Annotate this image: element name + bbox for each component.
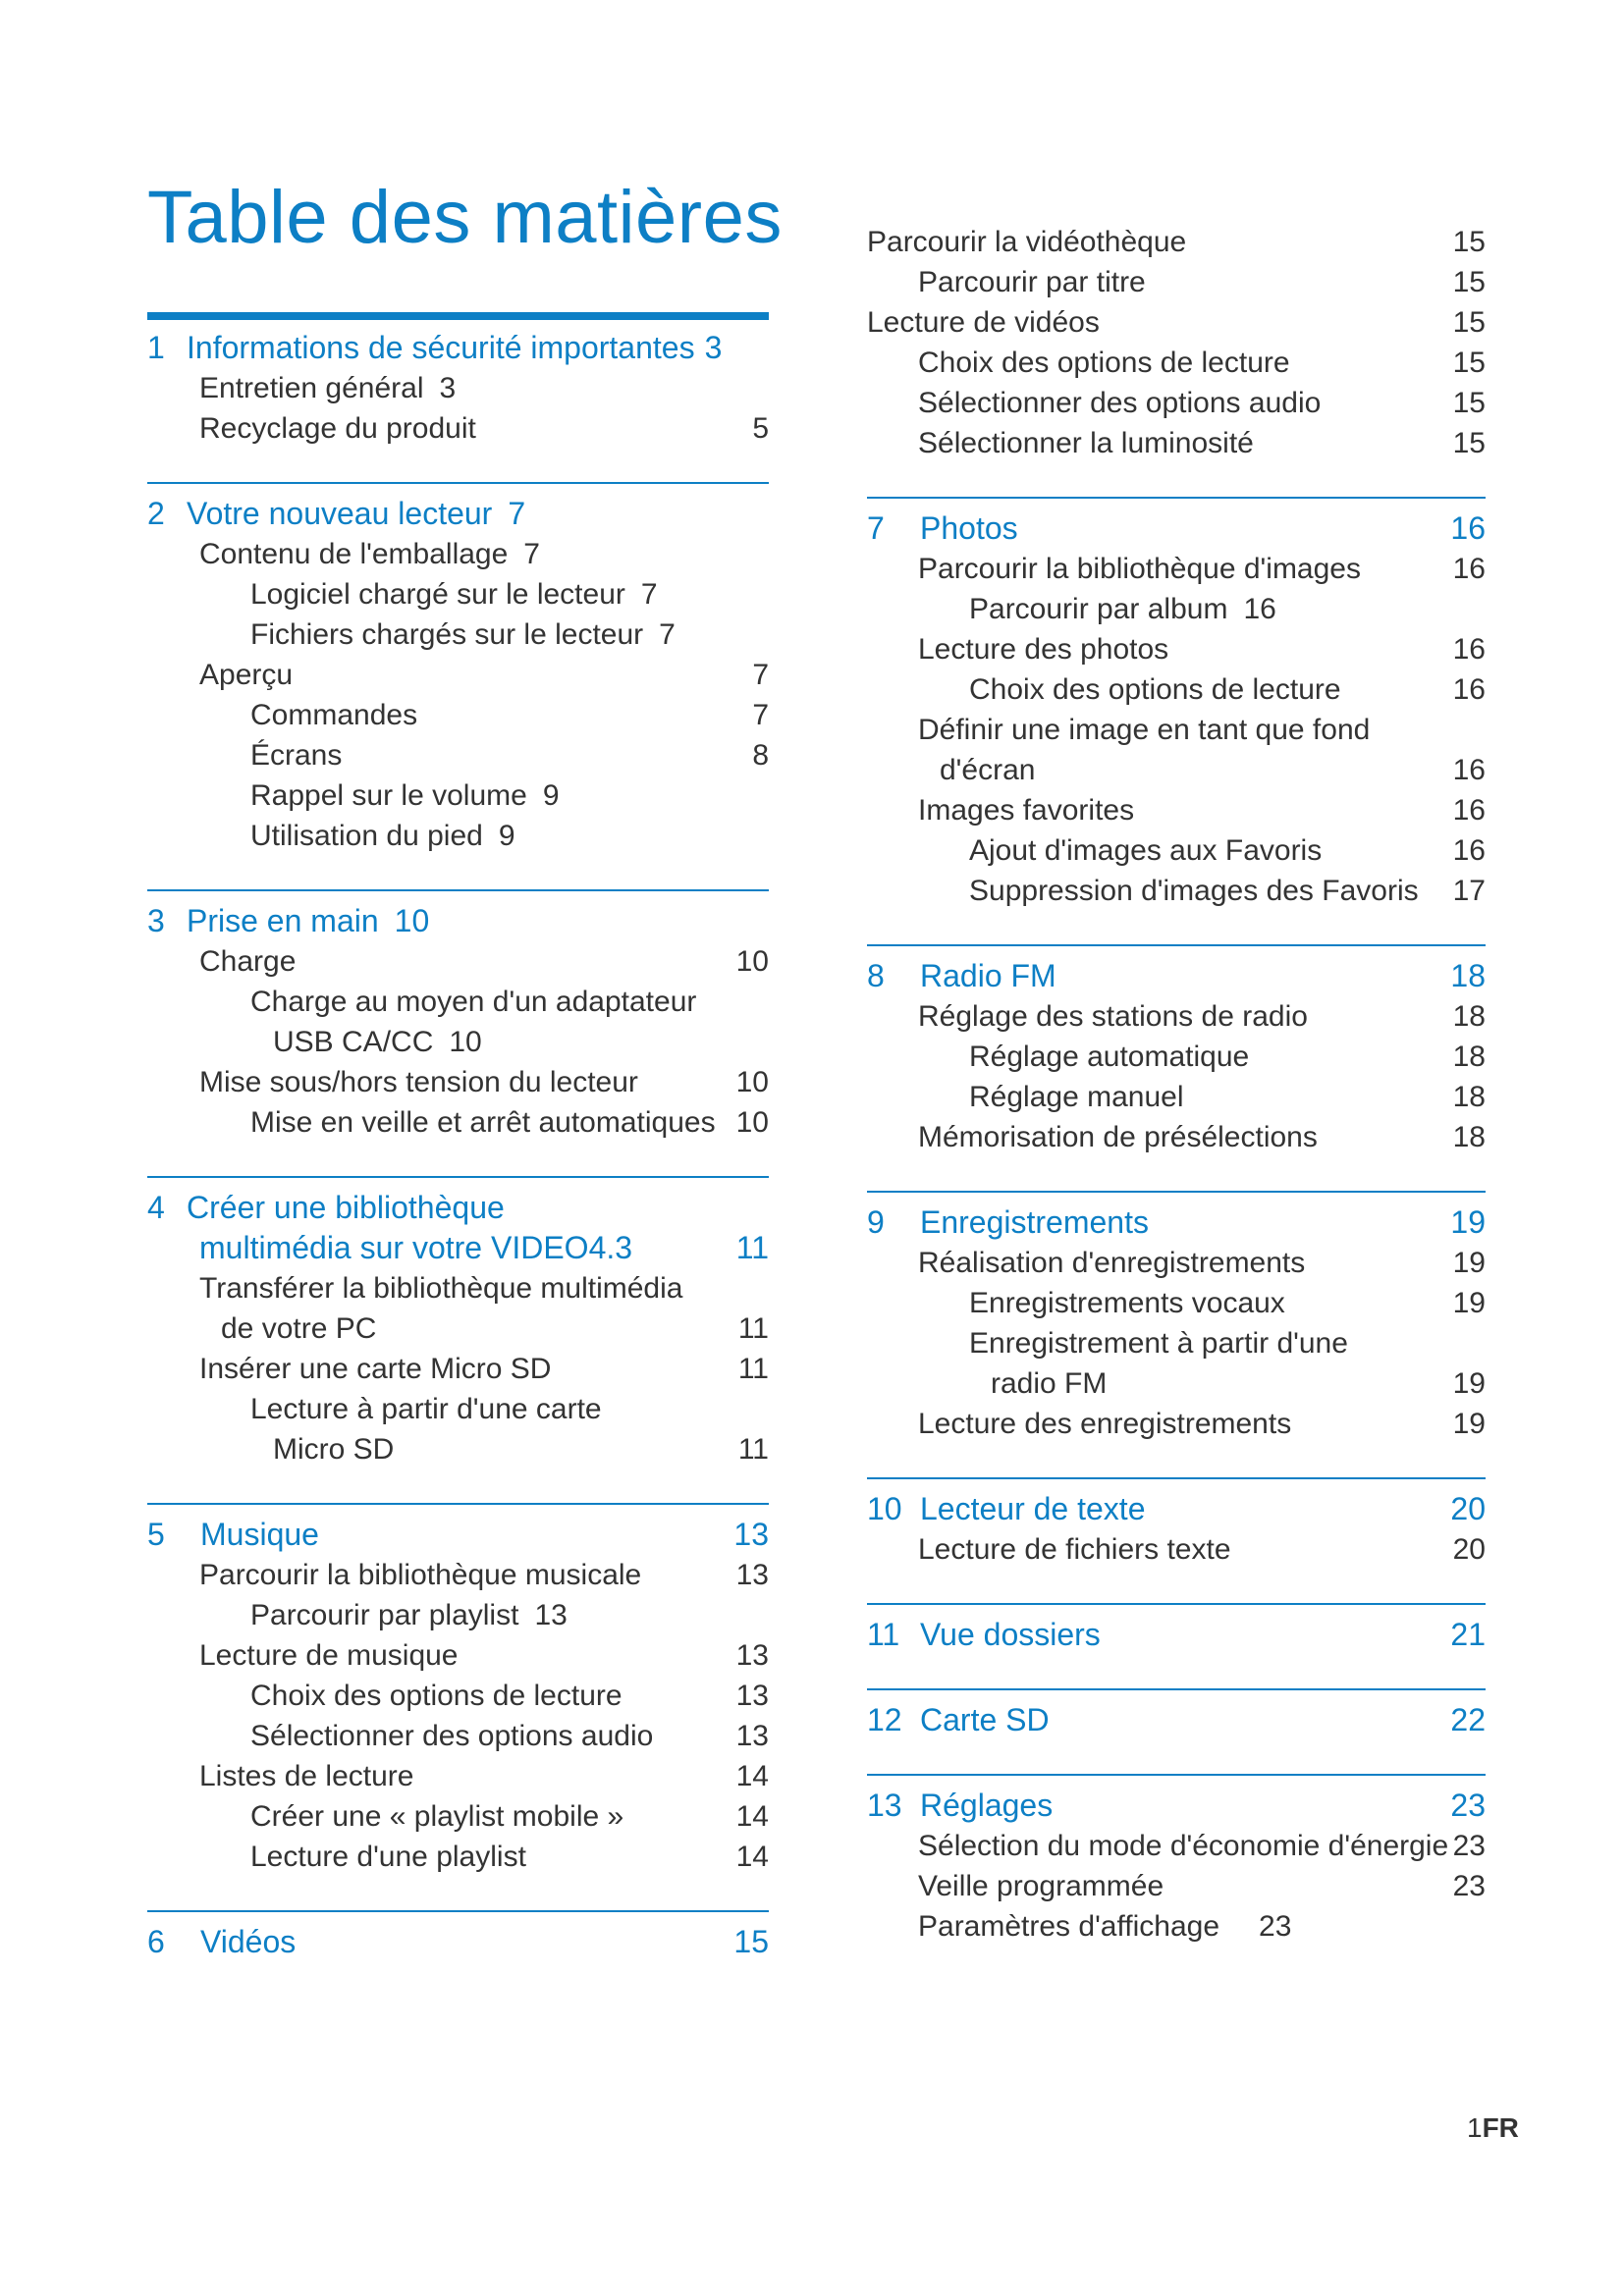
entry-title: Charge bbox=[199, 945, 297, 978]
toc-chapter-heading[interactable] bbox=[147, 494, 769, 534]
entry-title: Parcourir par titre bbox=[918, 266, 1146, 298]
chapter-title: Prise en main bbox=[187, 903, 379, 938]
entry-title: Enregistrement à partir d'une bbox=[969, 1327, 1348, 1360]
entry-page: 15 bbox=[1452, 427, 1486, 459]
entry-page: 7 bbox=[523, 538, 540, 570]
entry-page: 11 bbox=[737, 1353, 769, 1385]
entry-page: 23 bbox=[1452, 1830, 1486, 1862]
entry-page: 7 bbox=[752, 659, 769, 691]
toc-entry[interactable] bbox=[147, 1756, 769, 1796]
chapter-title: Vidéos bbox=[200, 1924, 297, 1959]
entry-page: 18 bbox=[1452, 1041, 1486, 1073]
entry-title: Transférer la bibliothèque multimédia bbox=[199, 1272, 683, 1305]
language-code: FR bbox=[1482, 2112, 1519, 2143]
toc-chapter-heading[interactable] bbox=[867, 1786, 1486, 1826]
toc-section-12 bbox=[867, 1688, 1486, 1740]
toc-entry[interactable] bbox=[867, 1323, 1486, 1363]
entry-page: 19 bbox=[1452, 1367, 1486, 1400]
entry-page: 18 bbox=[1452, 1081, 1486, 1113]
entry-title: Réglage manuel bbox=[969, 1081, 1184, 1113]
toc-entry[interactable] bbox=[147, 775, 769, 816]
entry-page: 3 bbox=[439, 372, 457, 404]
chapter-page: 11 bbox=[735, 1230, 769, 1265]
toc-right-column bbox=[867, 0, 1486, 1947]
entry-page: 23 bbox=[1452, 1870, 1486, 1902]
toc-entry[interactable] bbox=[147, 1796, 769, 1837]
entry-title: Mémorisation de présélections bbox=[918, 1121, 1318, 1153]
chapter-title: Créer une bibliothèque bbox=[187, 1190, 505, 1225]
toc-entry[interactable] bbox=[147, 1635, 769, 1676]
toc-section-7 bbox=[867, 497, 1486, 911]
chapter-number: 7 bbox=[867, 510, 885, 546]
toc-entry[interactable] bbox=[867, 996, 1486, 1037]
toc-entry-continuation[interactable] bbox=[147, 1429, 769, 1469]
entry-title: Mise sous/hors tension du lecteur bbox=[199, 1066, 638, 1098]
section-divider bbox=[147, 482, 769, 484]
entry-page: 10 bbox=[449, 1026, 482, 1058]
chapter-number: 5 bbox=[147, 1517, 165, 1552]
toc-chapter-heading[interactable] bbox=[867, 1202, 1486, 1243]
chapter-number: 6 bbox=[147, 1924, 165, 1959]
toc-entry[interactable] bbox=[147, 1062, 769, 1102]
entry-title: Réglage des stations de radio bbox=[918, 1000, 1308, 1033]
chapter-title-continued: multimédia sur votre VIDEO4.3 bbox=[199, 1230, 633, 1265]
entry-page: 20 bbox=[1452, 1533, 1486, 1566]
entry-page: 10 bbox=[735, 1106, 769, 1139]
chapter-title: Vue dossiers bbox=[920, 1617, 1101, 1652]
entry-page: 13 bbox=[735, 1720, 769, 1752]
toc-section-6-continued bbox=[867, 222, 1486, 463]
toc-entry[interactable] bbox=[867, 222, 1486, 262]
toc-entry[interactable] bbox=[147, 574, 769, 614]
toc-section-8 bbox=[867, 944, 1486, 1157]
entry-title: Utilisation du pied bbox=[250, 820, 483, 852]
chapter-number: 2 bbox=[147, 496, 165, 531]
section-divider bbox=[867, 1688, 1486, 1690]
entry-page: 14 bbox=[735, 1841, 769, 1873]
entry-page: 5 bbox=[752, 412, 769, 445]
entry-page: 7 bbox=[752, 699, 769, 731]
chapter-number: 10 bbox=[867, 1491, 902, 1526]
toc-section-5 bbox=[147, 1503, 769, 1877]
entry-title: Choix des options de lecture bbox=[969, 673, 1341, 706]
entry-title: Lecture d'une playlist bbox=[250, 1841, 526, 1873]
chapter-title: Musique bbox=[200, 1517, 319, 1552]
entry-page: 13 bbox=[735, 1680, 769, 1712]
entry-page: 8 bbox=[752, 739, 769, 772]
entry-title: Rappel sur le volume bbox=[250, 779, 527, 812]
entry-page: 7 bbox=[640, 578, 658, 611]
entry-page: 16 bbox=[1243, 593, 1276, 625]
toc-entry[interactable] bbox=[867, 710, 1486, 750]
section-divider bbox=[867, 497, 1486, 499]
chapter-page: 3 bbox=[704, 330, 723, 365]
chapter-title: Radio FM bbox=[920, 958, 1056, 993]
entry-title: Lecture de musique bbox=[199, 1639, 459, 1672]
toc-entry[interactable] bbox=[867, 1117, 1486, 1157]
entry-title: Parcourir la bibliothèque musicale bbox=[199, 1559, 642, 1591]
chapter-title: Lecteur de texte bbox=[920, 1491, 1146, 1526]
entry-page: 7 bbox=[659, 618, 676, 651]
toc-entry[interactable] bbox=[867, 1826, 1486, 1866]
section-divider bbox=[147, 312, 769, 320]
entry-page: 9 bbox=[542, 779, 560, 812]
entry-page: 13 bbox=[735, 1559, 769, 1591]
entry-title: Sélection du mode d'économie d'énergie bbox=[918, 1830, 1449, 1862]
toc-entry[interactable] bbox=[867, 1243, 1486, 1283]
entry-title: Lecture de vidéos bbox=[867, 306, 1100, 339]
entry-page: 23 bbox=[1259, 1910, 1292, 1943]
entry-title: Réglage automatique bbox=[969, 1041, 1250, 1073]
entry-page: 15 bbox=[1452, 266, 1486, 298]
entry-page: 17 bbox=[1452, 875, 1486, 907]
chapter-number: 3 bbox=[147, 903, 165, 938]
entry-title: Logiciel chargé sur le lecteur bbox=[250, 578, 625, 611]
toc-section-2 bbox=[147, 482, 769, 856]
chapter-title: Enregistrements bbox=[920, 1204, 1149, 1240]
entry-page: 15 bbox=[1452, 306, 1486, 339]
entry-title: Images favorites bbox=[918, 794, 1135, 827]
entry-title: Insérer une carte Micro SD bbox=[199, 1353, 552, 1385]
entry-title: Contenu de l'emballage bbox=[199, 538, 509, 570]
entry-page: 18 bbox=[1452, 1121, 1486, 1153]
toc-entry[interactable] bbox=[867, 302, 1486, 343]
entry-page: 15 bbox=[1452, 347, 1486, 379]
toc-section-9 bbox=[867, 1191, 1486, 1444]
entry-page: 16 bbox=[1452, 553, 1486, 585]
toc-entry[interactable] bbox=[867, 629, 1486, 669]
entry-title-continued: radio FM bbox=[991, 1367, 1108, 1400]
chapter-number: 11 bbox=[867, 1617, 900, 1652]
entry-title: Charge au moyen d'un adaptateur bbox=[250, 986, 697, 1018]
entry-title: Sélectionner la luminosité bbox=[918, 427, 1254, 459]
toc-section-13 bbox=[867, 1774, 1486, 1947]
chapter-title: Photos bbox=[920, 510, 1018, 546]
toc-entry[interactable] bbox=[867, 262, 1486, 302]
entry-title: Entretien général bbox=[199, 372, 424, 404]
toc-section-1 bbox=[147, 312, 769, 449]
toc-entry[interactable] bbox=[147, 1389, 769, 1429]
toc-entry[interactable] bbox=[147, 1555, 769, 1595]
entry-title: Lecture de fichiers texte bbox=[918, 1533, 1231, 1566]
chapter-page: 15 bbox=[733, 1924, 769, 1959]
entry-title: Commandes bbox=[250, 699, 418, 731]
chapter-number: 12 bbox=[867, 1702, 902, 1737]
toc-entry[interactable] bbox=[147, 1102, 769, 1143]
chapter-page: 7 bbox=[508, 496, 526, 531]
entry-title: Choix des options de lecture bbox=[250, 1680, 623, 1712]
toc-chapter-heading[interactable] bbox=[147, 328, 769, 368]
toc-entry[interactable] bbox=[867, 383, 1486, 423]
entry-title: Enregistrements vocaux bbox=[969, 1287, 1285, 1319]
toc-entry[interactable] bbox=[147, 816, 769, 856]
toc-entry[interactable] bbox=[147, 695, 769, 735]
entry-title: Créer une « playlist mobile » bbox=[250, 1800, 624, 1833]
toc-entry[interactable] bbox=[867, 1283, 1486, 1323]
entry-page: 11 bbox=[737, 1433, 769, 1466]
entry-title: Réalisation d'enregistrements bbox=[918, 1247, 1306, 1279]
page-title: Table des matières bbox=[147, 176, 783, 259]
toc-entry[interactable] bbox=[147, 1595, 769, 1635]
toc-chapter-heading[interactable] bbox=[867, 1489, 1486, 1529]
toc-section-11 bbox=[867, 1603, 1486, 1655]
entry-title: Sélectionner des options audio bbox=[918, 387, 1322, 419]
section-divider bbox=[867, 1477, 1486, 1479]
entry-title: Paramètres d'affichage bbox=[918, 1910, 1220, 1943]
entry-title: Aperçu bbox=[199, 659, 294, 691]
entry-title-continued: Micro SD bbox=[273, 1433, 395, 1466]
section-divider bbox=[867, 944, 1486, 946]
entry-page: 16 bbox=[1452, 834, 1486, 867]
toc-entry[interactable] bbox=[147, 735, 769, 775]
entry-page: 13 bbox=[534, 1599, 568, 1631]
section-divider bbox=[147, 1176, 769, 1178]
entry-page: 15 bbox=[1452, 226, 1486, 258]
entry-page: 14 bbox=[735, 1800, 769, 1833]
chapter-title: Informations de sécurité importantes bbox=[187, 330, 695, 365]
entry-page: 19 bbox=[1452, 1408, 1486, 1440]
chapter-title: Votre nouveau lecteur bbox=[187, 496, 493, 531]
entry-title: Lecture des enregistrements bbox=[918, 1408, 1292, 1440]
toc-chapter-heading[interactable] bbox=[147, 1188, 769, 1228]
toc-entry[interactable] bbox=[147, 941, 769, 982]
chapter-number: 1 bbox=[147, 330, 165, 365]
toc-entry-continuation[interactable] bbox=[147, 1308, 769, 1349]
chapter-title: Réglages bbox=[920, 1788, 1054, 1823]
chapter-number: 9 bbox=[867, 1204, 885, 1240]
entry-title: Mise en veille et arrêt automatiques bbox=[250, 1106, 716, 1139]
entry-title: Écrans bbox=[250, 739, 343, 772]
toc-entry-continuation[interactable] bbox=[867, 1363, 1486, 1404]
toc-chapter-heading-continuation[interactable] bbox=[147, 1228, 769, 1268]
toc-entry[interactable] bbox=[867, 830, 1486, 871]
toc-chapter-heading[interactable] bbox=[147, 1922, 769, 1962]
toc-section-6 bbox=[147, 1910, 769, 1962]
entry-title-continued: d'écran bbox=[940, 754, 1036, 786]
page-number: 1 bbox=[1467, 2112, 1483, 2143]
toc-chapter-heading[interactable] bbox=[147, 1515, 769, 1555]
toc-entry[interactable] bbox=[147, 982, 769, 1022]
chapter-page: 13 bbox=[733, 1517, 769, 1552]
entry-page: 16 bbox=[1452, 633, 1486, 666]
entry-title: Parcourir par playlist bbox=[250, 1599, 519, 1631]
toc-entry[interactable] bbox=[867, 343, 1486, 383]
chapter-page: 16 bbox=[1450, 510, 1486, 546]
entry-page: 16 bbox=[1452, 673, 1486, 706]
toc-entry[interactable] bbox=[147, 368, 769, 408]
toc-entry[interactable] bbox=[867, 549, 1486, 589]
section-divider bbox=[147, 889, 769, 891]
entry-title: Parcourir la vidéothèque bbox=[867, 226, 1187, 258]
toc-chapter-heading[interactable] bbox=[867, 1615, 1486, 1655]
toc-entry[interactable] bbox=[147, 534, 769, 574]
toc-entry[interactable] bbox=[147, 1716, 769, 1756]
section-divider bbox=[867, 1774, 1486, 1776]
chapter-page: 20 bbox=[1450, 1491, 1486, 1526]
entry-title: Recyclage du produit bbox=[199, 412, 476, 445]
entry-page: 10 bbox=[735, 1066, 769, 1098]
section-divider bbox=[867, 1603, 1486, 1605]
toc-entry[interactable] bbox=[147, 1349, 769, 1389]
toc-entry[interactable] bbox=[867, 1866, 1486, 1906]
entry-page: 13 bbox=[735, 1639, 769, 1672]
entry-page: 15 bbox=[1452, 387, 1486, 419]
toc-entry[interactable] bbox=[867, 871, 1486, 911]
entry-title: Lecture des photos bbox=[918, 633, 1169, 666]
entry-page: 16 bbox=[1452, 794, 1486, 827]
toc-entry[interactable] bbox=[147, 1268, 769, 1308]
toc-chapter-heading[interactable] bbox=[867, 1700, 1486, 1740]
toc-entry[interactable] bbox=[147, 1837, 769, 1877]
entry-page: 9 bbox=[498, 820, 515, 852]
entry-title: Veille programmée bbox=[918, 1870, 1164, 1902]
toc-section-4 bbox=[147, 1176, 769, 1469]
entry-page: 18 bbox=[1452, 1000, 1486, 1033]
entry-title-continued: USB CA/CC bbox=[273, 1026, 434, 1058]
toc-entry[interactable] bbox=[867, 790, 1486, 830]
section-divider bbox=[147, 1503, 769, 1505]
entry-page: 11 bbox=[737, 1312, 769, 1345]
toc-left-column bbox=[147, 0, 769, 1962]
chapter-page: 18 bbox=[1450, 958, 1486, 993]
chapter-number: 13 bbox=[867, 1788, 902, 1823]
page-footer bbox=[1467, 2112, 1519, 2144]
toc-entry[interactable] bbox=[867, 423, 1486, 463]
toc-chapter-heading[interactable] bbox=[867, 508, 1486, 549]
chapter-number: 4 bbox=[147, 1190, 165, 1225]
entry-title: Parcourir la bibliothèque d'images bbox=[918, 553, 1361, 585]
toc-entry[interactable] bbox=[867, 1529, 1486, 1570]
toc-entry[interactable] bbox=[147, 408, 769, 449]
entry-title: Fichiers chargés sur le lecteur bbox=[250, 618, 644, 651]
chapter-page: 10 bbox=[394, 903, 430, 938]
toc-entry[interactable] bbox=[147, 655, 769, 695]
entry-title: Sélectionner des options audio bbox=[250, 1720, 654, 1752]
chapter-title: Carte SD bbox=[920, 1702, 1050, 1737]
entry-title: Définir une image en tant que fond bbox=[918, 714, 1371, 746]
toc-entry[interactable] bbox=[867, 1037, 1486, 1077]
entry-title: Listes de lecture bbox=[199, 1760, 414, 1792]
toc-entry[interactable] bbox=[867, 1077, 1486, 1117]
toc-chapter-heading[interactable] bbox=[147, 901, 769, 941]
entry-title: Ajout d'images aux Favoris bbox=[969, 834, 1323, 867]
entry-title: Suppression d'images des Favoris bbox=[969, 875, 1419, 907]
section-divider bbox=[147, 1910, 769, 1912]
entry-title: Choix des options de lecture bbox=[918, 347, 1290, 379]
toc-entry[interactable] bbox=[147, 1676, 769, 1716]
toc-section-3 bbox=[147, 889, 769, 1143]
entry-page: 14 bbox=[735, 1760, 769, 1792]
toc-entry[interactable] bbox=[867, 589, 1486, 629]
toc-section-10 bbox=[867, 1477, 1486, 1570]
entry-title: Lecture à partir d'une carte bbox=[250, 1393, 602, 1425]
toc-entry[interactable] bbox=[867, 1906, 1486, 1947]
toc-entry-continuation[interactable] bbox=[867, 750, 1486, 790]
entry-page: 19 bbox=[1452, 1247, 1486, 1279]
chapter-page: 23 bbox=[1450, 1788, 1486, 1823]
toc-chapter-heading[interactable] bbox=[867, 956, 1486, 996]
chapter-number: 8 bbox=[867, 958, 885, 993]
chapter-page: 19 bbox=[1450, 1204, 1486, 1240]
chapter-page: 22 bbox=[1450, 1702, 1486, 1737]
toc-entry[interactable] bbox=[147, 614, 769, 655]
toc-entry[interactable] bbox=[867, 669, 1486, 710]
entry-page: 10 bbox=[735, 945, 769, 978]
section-divider bbox=[867, 1191, 1486, 1193]
entry-title-continued: de votre PC bbox=[221, 1312, 377, 1345]
entry-title: Parcourir par album bbox=[969, 593, 1228, 625]
chapter-page: 21 bbox=[1450, 1617, 1486, 1652]
entry-page: 16 bbox=[1452, 754, 1486, 786]
toc-entry[interactable] bbox=[867, 1404, 1486, 1444]
entry-page: 19 bbox=[1452, 1287, 1486, 1319]
toc-entry-continuation[interactable] bbox=[147, 1022, 769, 1062]
